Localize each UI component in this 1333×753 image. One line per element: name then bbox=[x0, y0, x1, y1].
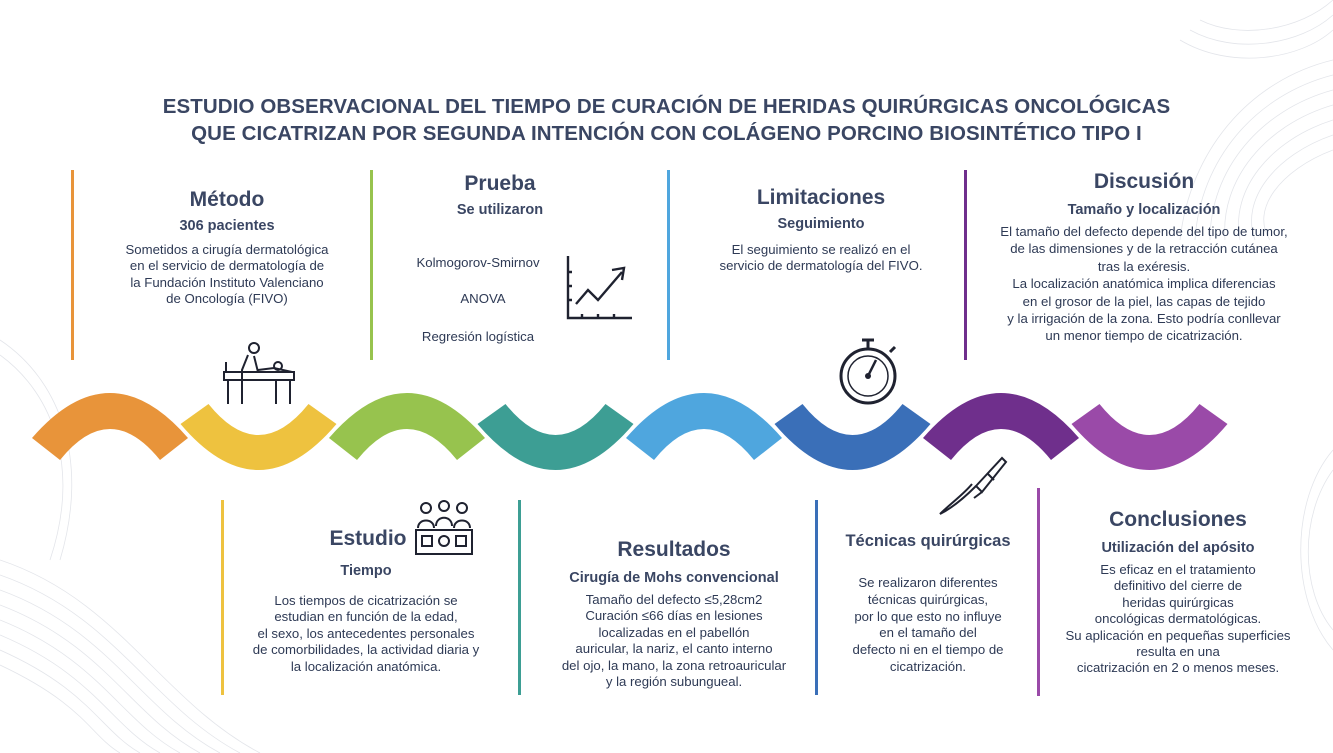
wave-segment-teal bbox=[478, 404, 634, 470]
resultados-heading: Resultados bbox=[617, 538, 731, 561]
resultados-line: localizadas en el pabellón bbox=[598, 624, 750, 640]
estudio-heading: Estudio bbox=[329, 527, 407, 550]
tecnicas-line: Se realizaron diferentes bbox=[858, 575, 998, 590]
prueba-item: Regresión logística bbox=[421, 329, 535, 344]
conclusiones-line: resulta en una bbox=[1136, 644, 1220, 660]
block-metodo bbox=[96, 188, 358, 308]
resultados-line: Tamaño del defecto ≤5,28cm2 bbox=[585, 592, 763, 607]
block-estudio-heading bbox=[320, 527, 416, 551]
tecnicas-line: técnicas quirúrgicas, bbox=[867, 591, 989, 607]
estudio-line: la localización anatómica. bbox=[290, 658, 442, 674]
wave-segment-green bbox=[329, 393, 485, 460]
block-discusion bbox=[960, 170, 1328, 345]
divider-prueba bbox=[370, 170, 373, 360]
resultados-line: auricular, la nariz, el canto interno bbox=[575, 641, 773, 657]
block-prueba bbox=[390, 172, 610, 218]
scalpel-icon bbox=[936, 452, 1012, 518]
limitaciones-heading: Limitaciones bbox=[756, 186, 886, 209]
block-tecnicas bbox=[822, 532, 1034, 676]
resultados-line: Curación ≤66 días en lesiones bbox=[585, 608, 763, 624]
discusion-line: en el grosor de la piel, las capas de tejido bbox=[1022, 293, 1266, 309]
estudio-line: el sexo, los antecedentes personales bbox=[257, 625, 475, 641]
tecnicas-line: cicatrización. bbox=[889, 658, 967, 674]
stopwatch-icon bbox=[834, 334, 902, 408]
researchers-panel-icon bbox=[414, 498, 474, 560]
estudio-subheading: Tiempo bbox=[340, 563, 392, 579]
metodo-heading: Método bbox=[189, 188, 265, 211]
conclusiones-line: oncológicas dermatológicas. bbox=[1094, 611, 1262, 627]
divider-metodo bbox=[71, 170, 74, 360]
prueba-subheading: Se utilizaron bbox=[456, 202, 544, 218]
wave-segment-orange bbox=[32, 393, 188, 460]
conclusiones-subheading: Utilización del apósito bbox=[1101, 540, 1255, 556]
block-estudio bbox=[232, 563, 500, 675]
timeline-wave bbox=[0, 360, 1333, 500]
metodo-line: Sometidos a cirugía dermatológica bbox=[125, 242, 329, 257]
discusion-line: un menor tiempo de cicatrización. bbox=[1045, 328, 1243, 344]
estudio-line: Los tiempos de cicatrización se bbox=[274, 593, 458, 608]
tecnicas-heading: Técnicas quirúrgicas bbox=[845, 532, 1011, 550]
discusion-line: La localización anatómica implica diferencias bbox=[1012, 276, 1276, 292]
metodo-line: de Oncología (FIVO) bbox=[166, 291, 288, 307]
tecnicas-line: en el tamaño del bbox=[879, 625, 977, 641]
prueba-item: Kolmogorov-Smirnov bbox=[416, 255, 540, 270]
estudio-line: estudian en función de la edad, bbox=[274, 609, 458, 625]
discusion-line: de las dimensiones y de la retracción cutánea bbox=[1010, 241, 1278, 257]
trend-chart-icon bbox=[562, 252, 634, 324]
resultados-line: del ojo, la mano, la zona retroauricular bbox=[561, 657, 787, 673]
discusion-subheading: Tamaño y localización bbox=[1067, 202, 1221, 218]
conclusiones-line: definitivo del cierre de bbox=[1113, 578, 1243, 594]
prueba-heading: Prueba bbox=[464, 172, 536, 195]
wave-segment-blue bbox=[775, 404, 931, 470]
resultados-line: y la región subungueal. bbox=[605, 674, 743, 690]
metodo-line: la Fundación Instituto Valenciano bbox=[130, 274, 324, 290]
discusion-line: y la irrigación de la zona. Esto podría conllevar bbox=[1007, 311, 1281, 327]
tecnicas-line: defecto ni en el tiempo de bbox=[852, 642, 1004, 658]
wave-segment-lightblue bbox=[626, 393, 782, 460]
metodo-line: en el servicio de dermatología de bbox=[129, 258, 325, 274]
block-resultados bbox=[536, 538, 812, 690]
tecnicas-line: por lo que esto no influye bbox=[854, 608, 1002, 624]
block-conclusiones bbox=[1040, 508, 1316, 677]
estudio-line: de comorbilidades, la actividad diaria y bbox=[252, 642, 480, 658]
prueba-item: ANOVA bbox=[460, 291, 506, 306]
conclusiones-line: Su aplicación en pequeñas superficies bbox=[1065, 627, 1291, 643]
discusion-line: El tamaño del defecto depende del tipo de tumor, bbox=[1000, 224, 1288, 239]
limitaciones-line: El seguimiento se realizó en el bbox=[731, 242, 911, 257]
divider-limitaciones bbox=[667, 170, 670, 360]
discusion-line: tras la exéresis. bbox=[1097, 258, 1191, 274]
wave-segment-magenta bbox=[1072, 404, 1228, 470]
divider-tecnicas bbox=[815, 500, 818, 695]
conclusiones-line: heridas quirúrgicas bbox=[1122, 594, 1234, 610]
conclusiones-line: cicatrización en 2 o menos meses. bbox=[1076, 660, 1280, 676]
divider-estudio bbox=[221, 500, 224, 695]
conclusiones-heading: Conclusiones bbox=[1109, 508, 1247, 531]
limitaciones-line: servicio de dermatología del FIVO. bbox=[719, 258, 923, 274]
patient-on-bed-icon bbox=[218, 340, 298, 408]
title-line-1: ESTUDIO OBSERVACIONAL DEL TIEMPO DE CURACIÓN DE HERIDAS QUIRÚRGICAS ONCOLÓGICAS bbox=[162, 95, 1171, 118]
block-limitaciones bbox=[690, 186, 952, 275]
wave-segment-purple bbox=[923, 393, 1079, 460]
title-line-2: QUE CICATRIZAN POR SEGUNDA INTENCIÓN CON COLÁGENO PORCINO BIOSINTÉTICO TIPO I bbox=[191, 122, 1142, 145]
limitaciones-subheading: Seguimiento bbox=[777, 216, 865, 232]
conclusiones-line: Es eficaz en el tratamiento bbox=[1100, 562, 1256, 577]
divider-resultados bbox=[518, 500, 521, 695]
metodo-subheading: 306 pacientes bbox=[179, 218, 275, 234]
resultados-subheading: Cirugía de Mohs convencional bbox=[569, 570, 779, 586]
wave-segment-yellow bbox=[181, 404, 337, 470]
discusion-heading: Discusión bbox=[1093, 170, 1195, 193]
